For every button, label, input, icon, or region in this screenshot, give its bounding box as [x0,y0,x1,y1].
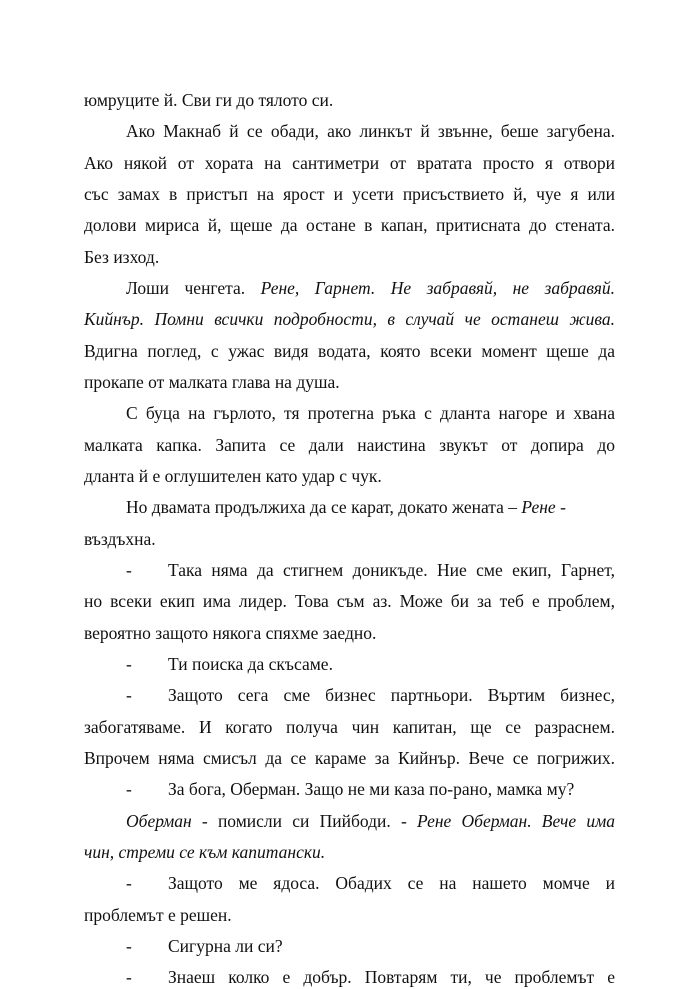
dialogue-dash: - [126,560,132,580]
text-line: Ако някой от хората на сантиметри от вратата просто я отвори [84,153,615,173]
text-line [84,842,325,862]
dialogue-dash: - [126,936,132,956]
text-line: Знаеш колко е добър. Повтарям ти, че проблемът е [168,967,615,987]
text-line: С буца на гърлото, тя протегна ръка с дланта нагоре и хвана [126,403,615,423]
italic-run: Кийнър. Помни всички подробности, в случай че останеш жива. [84,309,615,329]
text-run: Лоши ченгета. [126,278,261,298]
italic-run: Рене, Гарнет. Не забравяй, не забравяй. [260,278,615,298]
text-line: Така няма да стигнем доникъде. Ние сме екип, Гарнет, [168,560,615,580]
text-line: но всеки екип има лидер. Това съм аз. Може би за теб е проблем, [84,591,615,611]
dialogue-dash: - [126,654,132,674]
text-line: въздъхна. [84,529,156,549]
text-line: Ако Макнаб й се обади, ако линкът й звънне, беше загубена. [126,121,615,141]
text-line: Защото ме ядоса. Обадих се на нашето момче и [168,873,615,893]
italic-run: чин, стреми се към капитански. [84,842,326,862]
text-line: Впрочем няма смисъл да се караме за Кийнър. Вече се погрижих. [84,748,615,768]
text-line: Ти поиска да скъсаме. [168,654,333,674]
text-line: забогатяваме. И когато получа чин капитан, ще се разраснем. [84,717,615,737]
text-line: юмруците й. Сви ги до тялото си. [84,90,334,110]
text-line: вероятно защото някога спяхме заедно. [84,623,377,643]
text-run: - помисли си Пийбоди. - [191,811,418,831]
text-line: Вдигна поглед, с ужас видя водата, която всеки момент щеше да [84,341,615,361]
text-line: дланта й е оглушителен като удар с чук. [84,466,382,486]
text-line [126,497,566,517]
text-line: прокапе от малката глава на душа. [84,372,340,392]
italic-run: Рене Оберман. Вече има [417,811,616,831]
text-line [126,811,615,831]
dialogue-dash: - [126,873,132,893]
text-line: долови мириса й, щеше да остане в капан, притисната до стената. [84,215,615,235]
dialogue-dash: - [126,685,132,705]
text-line [84,309,615,329]
italic-run: Оберман [126,811,192,831]
text-line: Защото сега сме бизнес партньори. Въртим бизнес, [168,685,615,705]
dialogue-dash: - [126,967,132,987]
text-line: със замах в пристъп на ярост и усети присъствието й, чуе я или [84,184,615,204]
text-run: Но двамата продължиха да се карат, докато жената – [126,497,522,517]
text-line: За бога, Оберман. Защо не ми каза по-рано, мамка му? [168,779,575,799]
text-line [126,278,615,298]
text-line: малката капка. Запита се дали наистина звукът от допира до [84,435,615,455]
dialogue-dash: - [126,779,132,799]
text-line: Без изход. [84,247,160,267]
text-line: проблемът е решен. [84,905,232,925]
text-run: - [555,497,566,517]
text-line: Сигурна ли си? [168,936,283,956]
italic-run: Рене [521,497,556,517]
